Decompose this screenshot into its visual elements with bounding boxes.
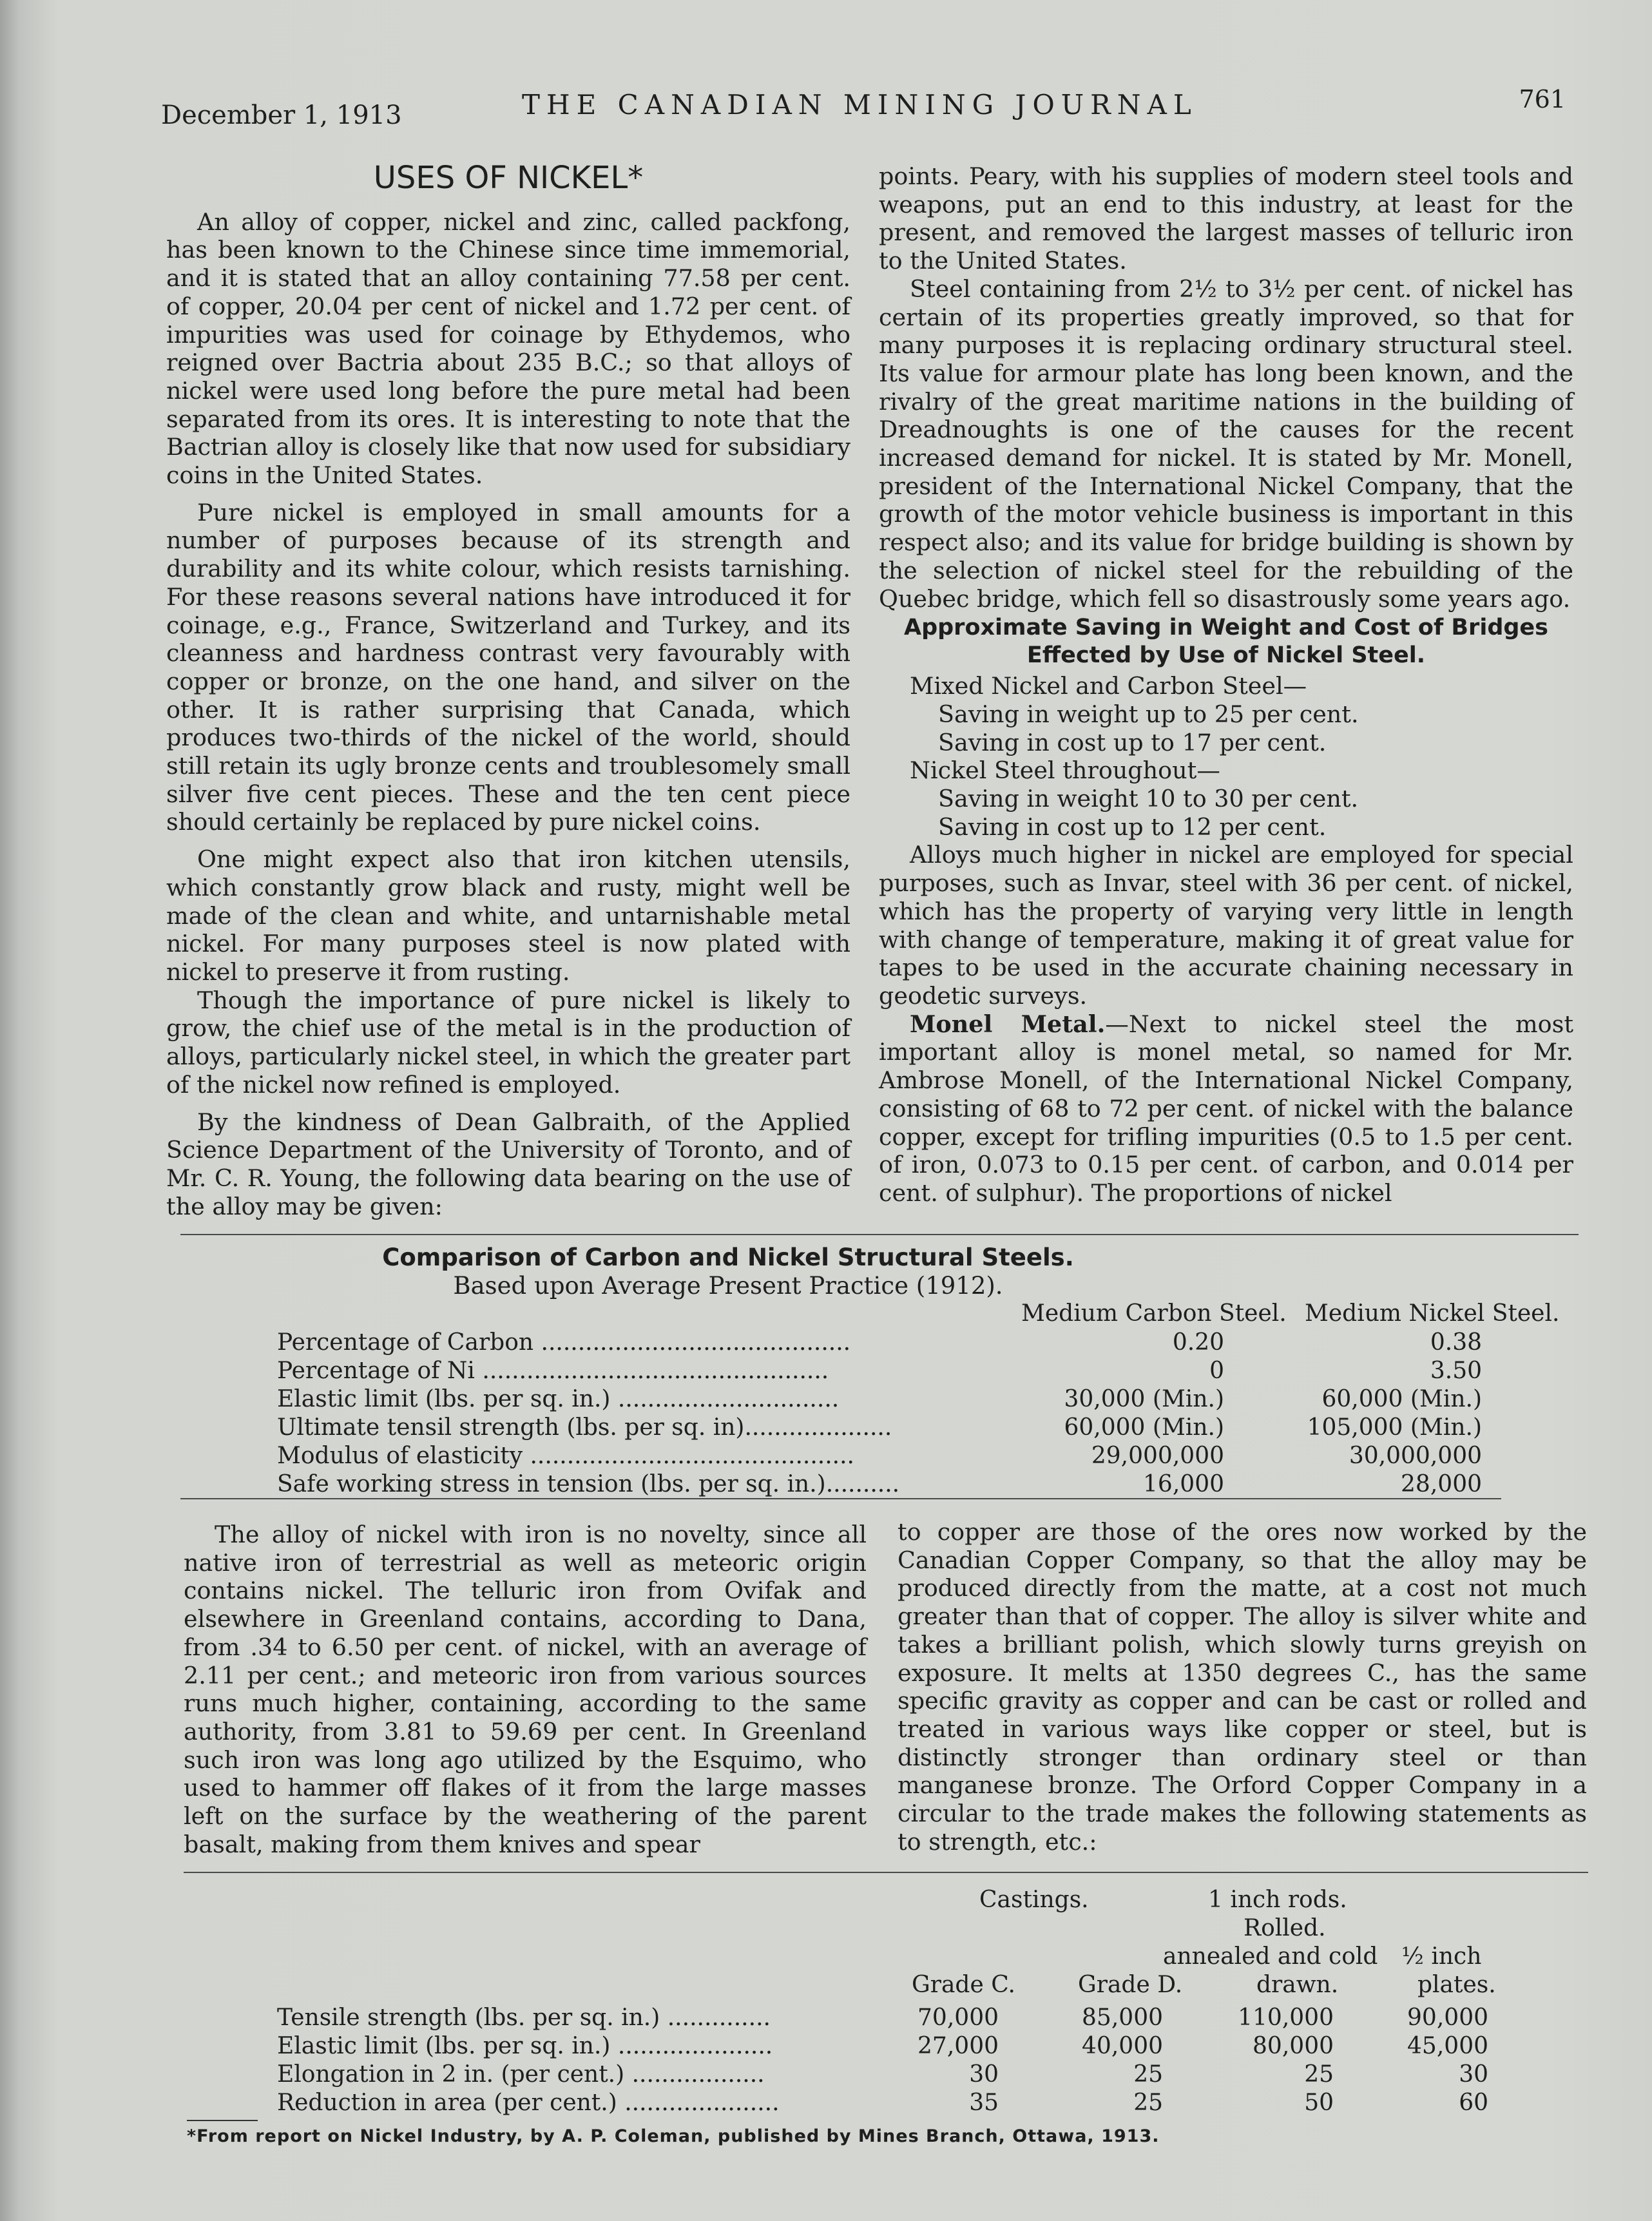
table-row [277,2004,1501,2032]
running-header [161,77,1566,129]
table-row [180,1414,1572,1442]
cell: 60 [1459,2090,1488,2116]
cell: 30 [1459,2061,1488,2088]
cell: 27,000 [917,2033,999,2059]
cell: 0.20 [1172,1329,1224,1356]
row-label: Tensile strength (lbs. per sq. in.) .............. [277,2005,771,2031]
paragraph: Steel containing from 2½ to 3½ per cent. of nickel has certain of its properties greatly improved, so that for many purposes it is replacing ordinary structural steel. Its value for armour plate has long been known, and the rivalry of the great maritime nations in the building of Dreadnoughts is one of the causes for the recent increased demand for nickel. It is stated by Mr. Monell, president of the International Nickel Company, that the growth of the motor vehicle business is important in this respect also; and its value for bridge building is shown by the selection of nickel steel for the rebuilding of the Quebec bridge, which fell so disastrously some years ago. [879,274,1573,613]
col-header: 1 inch rods. [1208,1887,1347,1913]
saving-heading: Approximate Saving in Weight and Cost of Bridges Effected by Use of Nickel Steel. [903,615,1548,669]
paragraph: An alloy of copper, nickel and zinc, called packfong, has been known to the Chinese since time immemorial, and it is stated that an alloy containing 77.58 per cent. of copper, 20.04 per cent of nickel and 1.72 per cent. of impurities was used for coinage by Ethydemos, who reigned over Bactria about 235 B.C.; so that alloys of nickel were used long before the pure metal had been separated from its ores. It is interesting to note that the Bactrian alloy is closely like that now used for subsidiary coins in the United States. [166,207,850,490]
cell: 28,000 [1401,1471,1482,1497]
paragraph: points. Peary, with his supplies of modern steel tools and weapons, put an end to this industry, at least for the present, and removed the largest masses of telluric iron to the United States. [879,162,1573,275]
lower-right-column [898,1518,1587,1856]
journal-title: THE CANADIAN MINING JOURNAL [522,89,1198,120]
paragraph: The alloy of nickel with iron is no novelty, since all native iron of terrestrial as well as meteoric origin contains nickel. The telluric iron from Ovifak and elsewhere in Greenland contains, according to Dana, from .34 to 6.50 per cent. of nickel, with an average of 2.11 per cent.; and meteoric iron from various sources runs much higher, containing, according to the same authority, from 3.81 to 59.69 per cent. In Greenland such iron was long ago utilized by the Esquimo, who used to hammer off flakes of it from the large masses left on the surface by the weathering of the parent basalt, making from them knives and spear [184,1521,867,1858]
monel-text: —Next to nickel steel the most important alloy is monel metal, so named for Mr. Ambrose Monell, of the International Nickel Company, consisting of 68 to 72 per cent. of nickel with the balance copper, except for trifling impurities (0.5 to 1.5 per cent. of iron, 0.073 to 0.15 per cent. of carbon, and 0.014 per cent. of sulphur). The proportions of nickel [879,1010,1573,1207]
cell: 60,000 (Min.) [1064,1414,1224,1441]
table-row [180,1442,1572,1470]
row-label: Ultimate tensil strength (lbs. per sq. in).................... [277,1414,892,1441]
table-row [180,1329,1572,1357]
row-label: Safe working stress in tension (lbs. per sq. in.).......... [277,1471,900,1497]
cell: 85,000 [1082,2005,1163,2031]
col-header: Medium Nickel Steel. [1305,1300,1560,1327]
col-header: plates. [1417,1972,1496,1998]
cell: 16,000 [1143,1471,1224,1497]
saving-nickel: Nickel Steel throughout— [910,756,1220,785]
lower-left-column [184,1521,867,1858]
row-label: Modulus of elasticity ............................................ [277,1443,854,1469]
col-header: Grade C. [912,1972,1015,1998]
divider [184,1872,1588,1873]
row-label: Reduction in area (per cent.) ..................... [277,2090,780,2116]
paragraph: to copper are those of the ores now worked by the Canadian Copper Company, so that the alloy may be produced directly from the matte, at a cost not much greater than that of copper. The alloy is silver white and takes a brilliant polish, which slowly turns greyish on exposure. It melts at 1350 degrees C., has the same specific gravity as copper and can be cast or rolled and treated in various ways like copper or steel, but is distinctly stronger than ordinary steel or than manganese bronze. The Orford Copper Company in a circular to the trade makes the following statements as to strength, etc.: [898,1518,1587,1856]
cell: 29,000,000 [1091,1443,1224,1469]
table-row [180,1357,1572,1385]
issue-date: December 1, 1913 [161,101,402,130]
table-row [180,1470,1572,1499]
divider [180,1498,1501,1499]
cell: 25 [1304,2061,1334,2088]
col-header: Rolled. [1244,1915,1326,1941]
table-row [277,2061,1501,2089]
cell: 30 [969,2061,999,2088]
footnote: *From report on Nickel Industry, by A. P. Coleman, published by Mines Branch, Ottawa, 1913. [187,2126,1160,2146]
row-label: Elastic limit (lbs. per sq. in.) ..................... [277,2033,773,2059]
col-header: annealed and cold [1163,1943,1378,1970]
table-subtitle: Based upon Average Present Practice (1912). [453,1272,1003,1300]
paragraph: Though the importance of pure nickel is likely to grow, the chief use of the metal is in the production of alloys, particularly nickel steel, in which the greater part of the nickel now refined is employed. [166,986,850,1099]
cell: 0 [1209,1358,1224,1384]
cell: 40,000 [1082,2033,1163,2059]
article-title: USES OF NICKEL* [373,160,644,196]
table-header [180,1300,1572,1329]
monel-strength-table [277,1881,1501,2117]
cell: 25 [1133,2090,1163,2116]
col-header: Grade D. [1078,1972,1183,1998]
cell: 25 [1133,2061,1163,2088]
cell: 45,000 [1407,2033,1488,2059]
cell: 110,000 [1238,2005,1334,2031]
row-label: Elongation in 2 in. (per cent.) .................. [277,2061,765,2088]
cell: 0.38 [1430,1329,1482,1356]
row-label: Percentage of Carbon .......................................... [277,1329,851,1356]
paragraph: Pure nickel is employed in small amounts for a number of purposes because of its strength and durability and its white colour, which resists tarnishing. For these reasons several nations have introduced it for coinage, e.g., France, Switzerland and Turkey, and its cleanness and hardness contrast very favourably with copper or bronze, on the one hand, and silver on the other. It is rather surprising that Canada, which produces two-thirds of the nickel of the world, should still retain its ugly bronze cents and troublesomely small silver five cent pieces. These and the ten cent piece should certainly be replaced by pure nickel coins. [166,498,850,836]
footnote-rule [187,2120,258,2121]
table-row [277,2032,1501,2061]
col-header: ½ inch [1401,1943,1482,1970]
table-row [180,1385,1572,1414]
steel-comparison-table [180,1244,1572,1499]
cell: 105,000 (Min.) [1307,1414,1482,1441]
right-column [879,162,1573,1207]
cell: 60,000 (Min.) [1321,1386,1482,1412]
paragraph: By the kindness of Dean Galbraith, of the Applied Science Department of the University of Toronto, and of Mr. C. R. Young, the following data bearing on the use of the alloy may be given: [166,1108,850,1220]
col-header: Castings. [979,1887,1089,1913]
cell: 3.50 [1430,1358,1482,1384]
row-label: Elastic limit (lbs. per sq. in.) .............................. [277,1386,840,1412]
saving-mixed-weight: Saving in weight up to 25 per cent. [938,700,1359,728]
table-row [277,2089,1501,2117]
col-header: drawn. [1256,1972,1339,1998]
cell: 30,000,000 [1349,1443,1482,1469]
cell: 90,000 [1407,2005,1488,2031]
col-header: Medium Carbon Steel. [1021,1300,1287,1327]
saving-nickel-weight: Saving in weight 10 to 30 per cent. [938,785,1359,813]
paragraph [879,1010,1573,1207]
page-number: 761 [1519,85,1566,113]
saving-mixed-cost: Saving in cost up to 17 per cent. [938,728,1327,756]
paragraph: One might expect also that iron kitchen utensils, which constantly grow black and rusty, might well be made of the clean and white, and untarnishable metal nickel. For many purposes steel is now plated with nickel to preserve it from rusting. [166,845,850,986]
paragraph: Alloys much higher in nickel are employed for special purposes, such as Invar, steel with 36 per cent. of nickel, which has the property of varying very little in length with change of temperature, making it of great value for tapes to be used in the accurate chaining necessary in geodetic surveys. [879,841,1573,1010]
saving-mixed: Mixed Nickel and Carbon Steel— [910,672,1307,700]
saving-nickel-cost: Saving in cost up to 12 per cent. [938,812,1327,841]
cell: 70,000 [917,2005,999,2031]
monel-heading: Monel Metal. [910,1010,1106,1038]
row-label: Percentage of Ni ............................................... [277,1358,829,1384]
table-title: Comparison of Carbon and Nickel Structural Steels. [382,1244,1074,1271]
cell: 30,000 (Min.) [1064,1386,1224,1412]
cell: 80,000 [1253,2033,1334,2059]
divider [180,1234,1579,1235]
cell: 50 [1304,2090,1334,2116]
cell: 35 [969,2090,999,2116]
left-column [166,160,850,1220]
